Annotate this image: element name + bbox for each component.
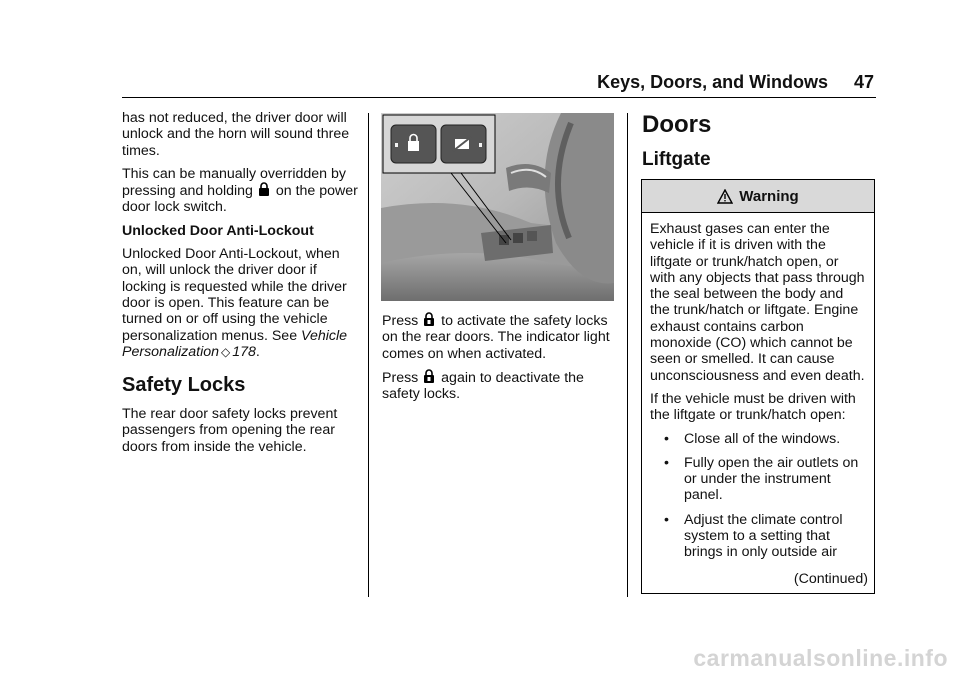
paragraph bbox=[382, 369, 618, 403]
warning-list bbox=[650, 431, 866, 561]
text: Unlocked Door Anti-Lockout, when on, will unlock the driver door if locking is requested while the driver door is open. This feature can be turned on or off using the vehicle personalization menus. See bbox=[122, 246, 347, 344]
paragraph bbox=[122, 166, 358, 216]
paragraph bbox=[382, 312, 618, 362]
paragraph: has not reduced, the driver door will unlock and the horn will sound three times. bbox=[122, 110, 350, 159]
column-1 bbox=[122, 110, 358, 462]
column-divider-left bbox=[368, 113, 369, 597]
bullet: • bbox=[664, 454, 669, 471]
column-2 bbox=[382, 312, 618, 409]
doors-heading: Doors bbox=[642, 111, 712, 138]
column-3 bbox=[642, 112, 876, 171]
text: again to deactivate the safety locks. bbox=[382, 369, 584, 403]
liftgate-heading: Liftgate bbox=[642, 149, 711, 170]
safety-locks-heading: Safety Locks bbox=[122, 374, 246, 397]
paragraph bbox=[122, 246, 358, 360]
column-divider-right bbox=[627, 113, 628, 597]
lock-icon bbox=[258, 182, 270, 197]
list-item-text: Fully open the air outlets on or under the instrument panel. bbox=[684, 454, 859, 504]
warning-triangle-icon bbox=[717, 189, 733, 204]
child-lock-icon bbox=[423, 312, 435, 327]
paragraph: If the vehicle must be driven with the liftgate or trunk/hatch open: bbox=[650, 390, 856, 424]
list-item bbox=[650, 431, 866, 447]
paragraph: The rear door safety locks prevent passengers from opening the rear doors from inside the vehicle. bbox=[122, 406, 338, 455]
bullet: • bbox=[664, 430, 669, 447]
warning-header bbox=[642, 180, 874, 213]
list-item bbox=[650, 512, 866, 561]
page-number: 47 bbox=[853, 72, 874, 92]
page-header bbox=[122, 70, 876, 98]
warning-title: Warning bbox=[739, 187, 799, 205]
text: Press bbox=[382, 369, 419, 386]
text: . bbox=[255, 343, 260, 360]
list-item-text: Adjust the climate control system to a setting that brings in only outside air bbox=[684, 511, 843, 561]
cross-reference-link[interactable]: Vehicle Personalization bbox=[122, 327, 348, 360]
list-item bbox=[650, 455, 866, 504]
paragraph: Exhaust gases can enter the vehicle if it is driven with the liftgate or trunk/hatch open, or with any objects that pass through the seal between the body and the trunk/hatch or liftgate. Engine exhaust contains carbon monoxide (CO) which cannot be seen or smelled. It can cause unconsciousness and even death. bbox=[650, 221, 865, 384]
door-switch-photo bbox=[381, 113, 614, 301]
page-reference-icon: ◇ bbox=[221, 344, 231, 359]
text: on the power door lock switch. bbox=[122, 183, 358, 216]
warning-body bbox=[642, 213, 874, 561]
anti-lockout-heading: Unlocked Door Anti-Lockout bbox=[122, 222, 314, 239]
text: Press bbox=[382, 313, 419, 329]
cross-reference-page[interactable]: 178 bbox=[232, 343, 256, 360]
list-item-text: Close all of the windows. bbox=[684, 430, 841, 447]
watermark: carmanualsonline.info bbox=[693, 645, 948, 671]
section-title: Keys, Doors, and Windows bbox=[597, 72, 828, 92]
continued-label: (Continued) bbox=[793, 571, 868, 587]
warning-box bbox=[641, 179, 875, 594]
text: to activate the safety locks on the rear doors. The indicator light comes on when activated. bbox=[382, 313, 610, 362]
bullet: • bbox=[664, 511, 669, 528]
child-lock-icon bbox=[423, 369, 435, 384]
header-rule bbox=[122, 97, 876, 98]
text: This can be manually overridden by pressing and holding bbox=[122, 165, 346, 200]
door-panel-illustration bbox=[381, 113, 614, 301]
